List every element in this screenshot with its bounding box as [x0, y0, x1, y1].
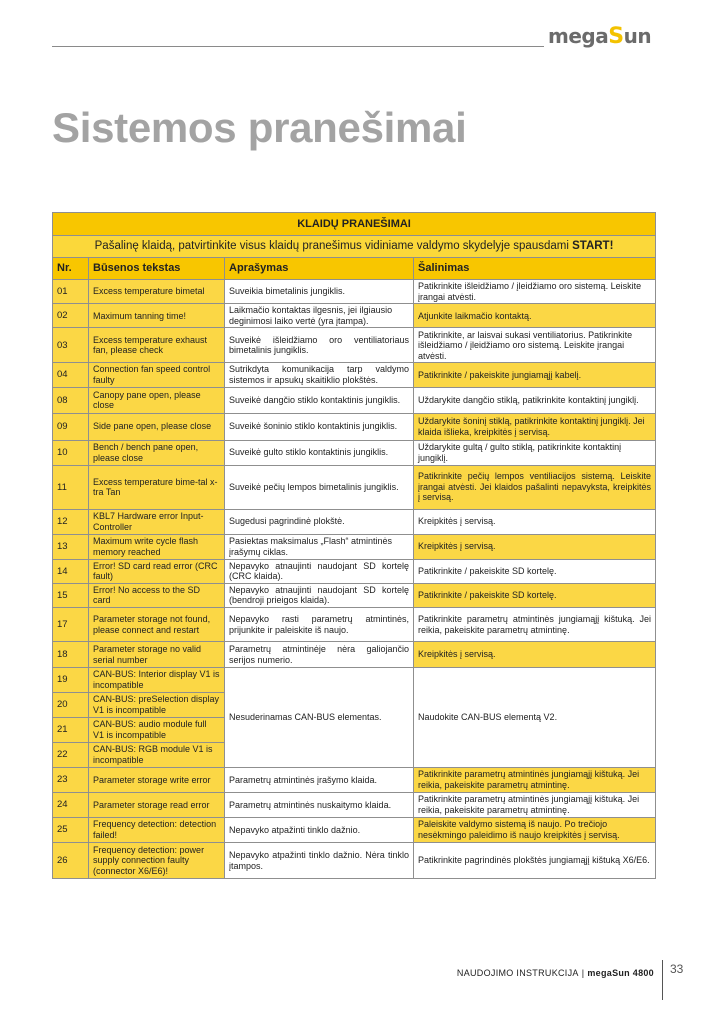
brand-logo: megaSun: [548, 24, 652, 49]
row-description: Parametrų atmintinėje nėra galiojančio serijos numerio.: [225, 642, 414, 668]
row-nr: 14: [53, 559, 89, 583]
canbus-remedy: Naudokite CAN-BUS elementą V2.: [414, 668, 656, 768]
row-nr: 23: [53, 768, 89, 793]
row-status-text: Parameter storage not found, please connect and restart: [89, 608, 225, 642]
table-row: [53, 843, 656, 879]
row-remedy: Patikrinkite išleidžiamo / įleidžiamo oro sistemą. Leiskite įrangai atvėsti.: [414, 280, 656, 304]
row-description: Suveikia bimetalinis jungiklis.: [225, 280, 414, 304]
row-nr: 11: [53, 465, 89, 509]
row-nr: 10: [53, 440, 89, 465]
column-header-nr: Nr.: [53, 258, 89, 280]
row-description: Suveikė šoninio stiklo kontaktinis jungiklis.: [225, 413, 414, 440]
column-header-status: Būsenos tekstas: [89, 258, 225, 280]
row-remedy: Patikrinkite parametrų atmintinės jungiamąjį kištuką. Jei reikia, pakeiskite parametrų atmintinę.: [414, 768, 656, 793]
row-description: Suveikė gulto stiklo kontaktinis jungiklis.: [225, 440, 414, 465]
row-status-text: CAN-BUS: audio module full V1 is incompatible: [89, 718, 225, 743]
row-remedy: Kreipkitės į servisą.: [414, 534, 656, 559]
row-status-text: Frequency detection: power supply connection faulty (connector X6/E6)!: [89, 843, 225, 879]
footer-divider: [662, 960, 663, 1000]
row-remedy: Paleiskite valdymo sistemą iš naujo. Po trečiojo nesėkmingo paleidimo iš naujo kreipkitės į servisą.: [414, 818, 656, 843]
row-nr: 21: [53, 718, 89, 743]
row-status-text: Side pane open, please close: [89, 413, 225, 440]
row-description: Nepavyko atnaujinti naudojant SD kortelę (bendroji prieigos klaida).: [225, 583, 414, 607]
row-status-text: Excess temperature exhaust fan, please check: [89, 328, 225, 363]
column-header-description: Aprašymas: [225, 258, 414, 280]
canbus-description: Nesuderinamas CAN-BUS elementas.: [225, 668, 414, 768]
row-remedy: Kreipkitės į servisą.: [414, 509, 656, 534]
row-description: Nepavyko atpažinti tinklo dažnio.: [225, 818, 414, 843]
row-nr: 08: [53, 387, 89, 413]
row-nr: 24: [53, 793, 89, 818]
row-description: Nepavyko rasti parametrų atmintinės, prijunkite ir paleiskite iš naujo.: [225, 608, 414, 642]
table-row: [53, 304, 656, 328]
table-row: [53, 818, 656, 843]
table-row: [53, 328, 656, 363]
row-status-text: Parameter storage no valid serial number: [89, 642, 225, 668]
row-description: Nepavyko atpažinti tinklo dažnio. Nėra tinklo įtampos.: [225, 843, 414, 879]
page-title: Sistemos pranešimai: [52, 104, 467, 151]
row-nr: 13: [53, 534, 89, 559]
header-rule: [52, 46, 544, 47]
row-description: Parametrų atmintinės įrašymo klaida.: [225, 768, 414, 793]
row-remedy: Patikrinkite pagrindinės plokštės jungiamąjį kištuką X6/E6.: [414, 843, 656, 879]
row-status-text: Maximum tanning time!: [89, 304, 225, 328]
row-status-text: Parameter storage write error: [89, 768, 225, 793]
row-description: Sutrikdyta komunikacija tarp valdymo sistemos ir apsukų skaitiklio plokštės.: [225, 363, 414, 387]
row-nr: 02: [53, 304, 89, 328]
table-row: [53, 642, 656, 668]
table-row: [53, 768, 656, 793]
row-remedy: Patikrinkite / pakeiskite SD kortelę.: [414, 559, 656, 583]
row-status-text: Excess temperature bimetal: [89, 280, 225, 304]
table-row: [53, 509, 656, 534]
row-status-text: Maximum write cycle flash memory reached: [89, 534, 225, 559]
row-nr: 26: [53, 843, 89, 879]
row-status-text: CAN-BUS: preSelection display V1 is incompatible: [89, 693, 225, 718]
table-row: [53, 440, 656, 465]
row-description: Sugedusi pagrindinė plokštė.: [225, 509, 414, 534]
table-row: [53, 387, 656, 413]
row-description: Suveikė pečių lempos bimetalinis jungiklis.: [225, 465, 414, 509]
row-nr: 25: [53, 818, 89, 843]
column-header-remedy: Šalinimas: [414, 258, 656, 280]
table-row: [53, 668, 656, 693]
table-row: [53, 363, 656, 387]
row-nr: 12: [53, 509, 89, 534]
row-nr: 09: [53, 413, 89, 440]
row-remedy: Uždarykite gultą / gulto stiklą, patikrinkite kontaktinį jungiklį.: [414, 440, 656, 465]
row-remedy: Atjunkite laikmačio kontaktą.: [414, 304, 656, 328]
table-row: [53, 583, 656, 607]
row-description: Laikmačio kontaktas ilgesnis, jei ilgiausio deginimosi laiko vertė (yra įtampa).: [225, 304, 414, 328]
row-status-text: Bench / bench pane open, please close: [89, 440, 225, 465]
row-remedy: Patikrinkite, ar laisvai sukasi ventiliatorius. Patikrinkite išleidžiamo / įleidžiamo oro sistemą. Leiskite įrangai atvėsti.: [414, 328, 656, 363]
table-row: [53, 534, 656, 559]
table-row: [53, 280, 656, 304]
footer-label: NAUDOJIMO INSTRUKCIJA | megaSun 4800: [456, 968, 654, 978]
table-title: KLAIDŲ PRANEŠIMAI: [53, 213, 656, 236]
row-remedy: Uždarykite dangčio stiklą, patikrinkite kontaktinį jungiklį.: [414, 387, 656, 413]
row-nr: 20: [53, 693, 89, 718]
row-description: Parametrų atmintinės nuskaitymo klaida.: [225, 793, 414, 818]
table-row: [53, 608, 656, 642]
row-remedy: Patikrinkite / pakeiskite SD kortelę.: [414, 583, 656, 607]
table-subtitle: Pašalinę klaidą, patvirtinkite visus klaidų pranešimus vidiniame valdymo skydelyje spausdami START!: [53, 236, 656, 258]
table-row: [53, 413, 656, 440]
row-nr: 01: [53, 280, 89, 304]
table-row: [53, 793, 656, 818]
table-row: [53, 465, 656, 509]
row-nr: 03: [53, 328, 89, 363]
table-row: [53, 559, 656, 583]
row-status-text: Error! SD card read error (CRC fault): [89, 559, 225, 583]
row-remedy: Patikrinkite / pakeiskite jungiamąjį kabelį.: [414, 363, 656, 387]
row-remedy: Patikrinkite parametrų atmintinės jungiamąjį kištuką. Jei reikia, pakeiskite parametrų atmintinę.: [414, 793, 656, 818]
row-description: Pasiektas maksimalus „Flash“ atmintinės įrašymų ciklas.: [225, 534, 414, 559]
row-description: Suveikė dangčio stiklo kontaktinis jungiklis.: [225, 387, 414, 413]
error-messages-table: [52, 212, 656, 879]
row-status-text: KBL7 Hardware error Input-Controller: [89, 509, 225, 534]
row-status-text: Connection fan speed control faulty: [89, 363, 225, 387]
row-status-text: Excess temperature bime-tal x-tra Tan: [89, 465, 225, 509]
row-status-text: Error! No access to the SD card: [89, 583, 225, 607]
row-description: Suveikė išleidžiamo oro ventiliatoriaus bimetalinis jungiklis.: [225, 328, 414, 363]
row-nr: 17: [53, 608, 89, 642]
row-status-text: CAN-BUS: RGB module V1 is incompatible: [89, 743, 225, 768]
row-nr: 04: [53, 363, 89, 387]
row-status-text: CAN-BUS: Interior display V1 is incompatible: [89, 668, 225, 693]
row-nr: 18: [53, 642, 89, 668]
row-remedy: Patikrinkite pečių lempos ventiliacijos sistemą. Leiskite įrangai atvėsti. Jei klaidos pašalinti nepavyksta, kreipkitės į servisą.: [414, 465, 656, 509]
row-nr: 15: [53, 583, 89, 607]
row-remedy: Uždarykite šoninį stiklą, patikrinkite kontaktinį jungiklį. Jei klaida išlieka, kreipkitės į servisą.: [414, 413, 656, 440]
row-nr: 22: [53, 743, 89, 768]
row-status-text: Canopy pane open, please close: [89, 387, 225, 413]
row-nr: 19: [53, 668, 89, 693]
row-remedy: Kreipkitės į servisą.: [414, 642, 656, 668]
row-remedy: Patikrinkite parametrų atmintinės jungiamąjį kištuką. Jei reikia, pakeiskite parametrų atmintinę.: [414, 608, 656, 642]
page-number: 33: [670, 962, 684, 976]
row-status-text: Parameter storage read error: [89, 793, 225, 818]
row-status-text: Frequency detection: detection failed!: [89, 818, 225, 843]
row-description: Nepavyko atnaujinti naudojant SD kortelę (CRC klaida).: [225, 559, 414, 583]
